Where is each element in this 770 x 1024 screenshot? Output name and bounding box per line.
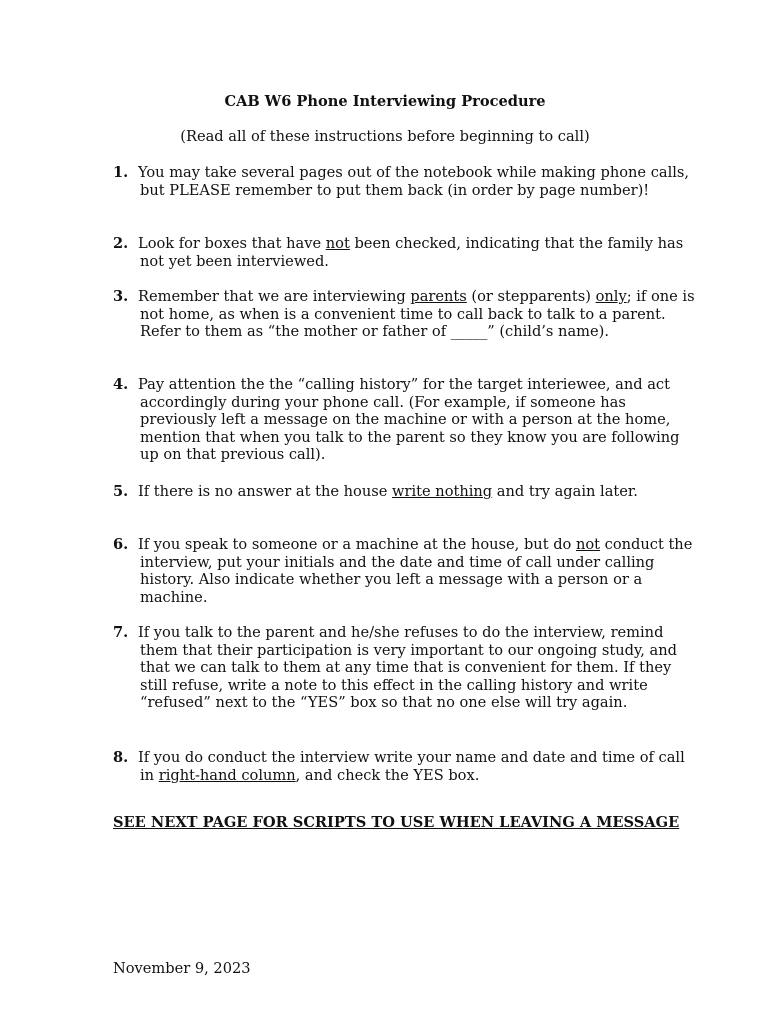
item-text: Look for boxes that have <box>138 235 326 252</box>
item-text: If you talk to the parent and he/she refuses to do the interview, remind them that their participation is very important to our ongoing study, and that we can talk to them at any time that is convenient for them. If they still refuse, write a note to this effect in the calling history and write “refused” next to the “YES” box so that no one else will try again. <box>138 624 678 712</box>
item-text: , and check the YES box. <box>295 766 480 784</box>
instruction-item-8 <box>113 749 700 784</box>
item-number: 4. <box>113 376 129 393</box>
item-text: been checked, indicating that the family has not yet been interviewed. <box>140 235 684 270</box>
instruction-item-1 <box>113 164 700 199</box>
item-number: 7. <box>113 624 129 641</box>
item-text: (or stepparents) <box>466 288 596 305</box>
item-text: If there is no answer at the house <box>138 483 393 500</box>
item-number: 6. <box>113 536 129 553</box>
underlined-text: not <box>575 536 601 553</box>
instruction-item-3 <box>113 288 700 341</box>
underlined-text: right-hand column <box>158 766 296 784</box>
item-text: If you do conduct the interview write your name and date and time of call in <box>138 749 685 784</box>
item-number: 8. <box>113 749 129 766</box>
underlined-text: write nothing <box>392 483 493 500</box>
instruction-item-2 <box>113 235 700 270</box>
see-next-page-note: SEE NEXT PAGE FOR SCRIPTS TO USE WHEN LEAVING A MESSAGE <box>113 814 680 831</box>
item-text: and try again later. <box>492 483 638 500</box>
item-number: 3. <box>113 288 129 305</box>
underlined-text: not <box>325 235 350 252</box>
underlined-text: parents <box>410 288 467 305</box>
item-number: 5. <box>113 483 129 500</box>
item-text: You may take several pages out of the notebook while making phone calls, but PLEASE remember to put them back (in order by page number)! <box>138 164 690 199</box>
document-subtitle: (Read all of these instructions before beginning to call) <box>180 128 590 145</box>
item-number: 2. <box>113 235 129 252</box>
item-number: 1. <box>113 164 129 181</box>
document-date: November 9, 2023 <box>113 960 251 977</box>
item-text: If you speak to someone or a machine at the house, but do <box>138 536 576 553</box>
instruction-item-7 <box>113 624 700 712</box>
item-text: ; if one is not home, as when is a convenient time to call back to talk to a parent. Refer to them as “the mother or father of _____” (child’s name). <box>140 288 695 341</box>
item-text: conduct the interview, put your initials and the date and time of call under calling history. Also indicate whether you left a message with a person or a machine. <box>140 536 693 606</box>
instruction-item-4 <box>113 376 700 464</box>
underlined-text: only <box>595 288 627 305</box>
document-title: CAB W6 Phone Interviewing Procedure <box>224 93 546 110</box>
instruction-item-5 <box>113 483 700 501</box>
item-text: Pay attention the the “calling history” for the target interiewee, and act accordingly during your phone call. (For example, if someone has previously left a message on the machine or with a person at the home, mention that when you talk to the parent so they know you are following up on that previous call). <box>138 376 680 464</box>
item-text: Remember that we are interviewing <box>138 288 411 305</box>
instruction-item-6 <box>113 536 700 606</box>
